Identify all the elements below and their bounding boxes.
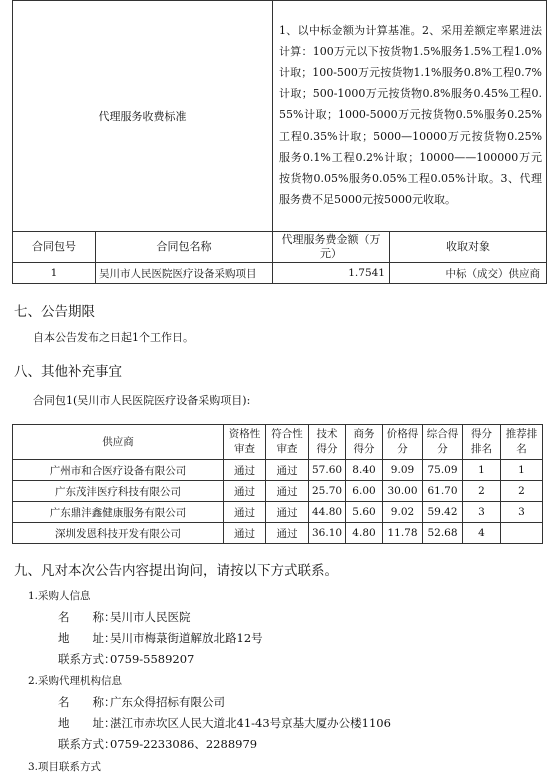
- recommend-rank: 3: [501, 502, 543, 523]
- section-9-title: 九、凡对本次公告内容提出询问，请按以下方式联系。: [14, 563, 338, 579]
- purchaser-address-line: [58, 630, 263, 646]
- header-qualification: 资格性审查: [224, 425, 266, 460]
- total-score: 75.09: [423, 460, 463, 481]
- purchaser-contact: 0759-5589207: [110, 652, 195, 666]
- total-score: 59.42: [423, 502, 463, 523]
- tech-score: 57.60: [309, 460, 346, 481]
- project-contact-heading: 3.项目联系方式: [28, 761, 102, 773]
- purchaser-address: 吴川市梅菉街道解放北路12号: [110, 631, 263, 645]
- recommend-rank: 1: [501, 460, 543, 481]
- header-tech-score: 技术得分: [309, 425, 346, 460]
- header-business-score: 商务得分: [346, 425, 383, 460]
- score-rank: 2: [463, 481, 501, 502]
- agency-name-line: [58, 694, 225, 710]
- fee-table-header: [13, 232, 547, 263]
- qualification: 通过: [224, 523, 266, 544]
- purchaser-contact-label: 联系方式：: [58, 652, 116, 666]
- table-row: [13, 460, 543, 481]
- header-package-no: 合同包号: [13, 232, 96, 263]
- recommend-rank: [501, 523, 543, 544]
- qualification: 通过: [224, 502, 266, 523]
- package-name: 吴川市人民医院医疗设备采购项目: [96, 263, 273, 284]
- score-table-header: [13, 425, 543, 460]
- business-score: 8.40: [346, 460, 383, 481]
- recommend-rank: 2: [501, 481, 543, 502]
- agency-heading: 2.采购代理机构信息: [28, 675, 123, 687]
- header-total-score: 综合得分: [423, 425, 463, 460]
- supplier-name: 广州市和合医疗设备有限公司: [13, 460, 224, 481]
- agency-address: 湛江市赤坎区人民大道北41-43号京基大厦办公楼1106: [110, 716, 391, 730]
- agency-contact: 0759-2233086、2288979: [110, 737, 258, 751]
- agency-name: 广东众得招标有限公司: [110, 695, 225, 709]
- fee-standard-text: 1、以中标金额为计算基准。2、采用差额定率累进法计算：100万元以下按货物1.5%服务1.5%工程1.0%计取；100-500万元按货物1.1%服务0.8%工程0.7%计取；500-1000万元按货物0.8%服务0.45%工程0.55%计取；1000-5000万元按货物0.5%服务0.25%工程0.35%计取；5000—10000万元按货物0.25%服务0.1%工程0.2%计取；10000——100000万元按货物0.05%服务0.05%工程0.05%计取。3、代理服务费不足5000元按5000元收取。: [273, 1, 547, 232]
- qualification: 通过: [224, 460, 266, 481]
- agency-contact-line: [58, 736, 257, 752]
- table-row: [13, 263, 547, 284]
- total-score: 61.70: [423, 481, 463, 502]
- conformity: 通过: [266, 481, 309, 502]
- header-package-name: 合同包名称: [96, 232, 273, 263]
- tech-score: 44.80: [309, 502, 346, 523]
- price-score: 30.00: [383, 481, 423, 502]
- business-score: 6.00: [346, 481, 383, 502]
- package-no: 1: [13, 263, 96, 284]
- purchaser-heading: 1.采购人信息: [28, 590, 91, 602]
- conformity: 通过: [266, 523, 309, 544]
- agency-fee-table: [12, 0, 547, 284]
- tech-score: 25.70: [309, 481, 346, 502]
- fee-amount: 1.7541: [273, 263, 390, 284]
- conformity: 通过: [266, 460, 309, 481]
- agency-contact-label: 联系方式：: [58, 737, 116, 751]
- supplier-name: 广东鼎沣鑫健康服务有限公司: [13, 502, 224, 523]
- header-payer: 收取对象: [390, 232, 547, 263]
- table-row: [13, 481, 543, 502]
- agency-address-line: [58, 715, 391, 731]
- agency-address-label: 地 址：: [58, 716, 116, 730]
- purchaser-name: 吴川市人民医院: [110, 610, 191, 624]
- fee-standard-label: 代理服务收费标准: [13, 1, 273, 232]
- header-recommend-rank: 推荐排名: [501, 425, 543, 460]
- purchaser-address-label: 地 址：: [58, 631, 116, 645]
- score-rank: 3: [463, 502, 501, 523]
- table-row: [13, 523, 543, 544]
- price-score: 11.78: [383, 523, 423, 544]
- fee-standard-row: [13, 1, 547, 232]
- header-conformity: 符合性审查: [266, 425, 309, 460]
- payer: 中标（成交）供应商: [390, 263, 547, 284]
- score-rank: 4: [463, 523, 501, 544]
- purchaser-contact-line: [58, 651, 194, 667]
- price-score: 9.09: [383, 460, 423, 481]
- purchaser-name-line: [58, 609, 191, 625]
- section-8-title: 八、其他补充事宜: [14, 364, 122, 380]
- agency-name-label: 名 称：: [58, 695, 116, 709]
- header-supplier: 供应商: [13, 425, 224, 460]
- price-score: 9.02: [383, 502, 423, 523]
- business-score: 4.80: [346, 523, 383, 544]
- total-score: 52.68: [423, 523, 463, 544]
- evaluation-score-table: [12, 424, 543, 544]
- header-price-score: 价格得分: [383, 425, 423, 460]
- header-fee-amount: 代理服务费金额（万元）: [273, 232, 390, 263]
- header-score-rank: 得分排名: [463, 425, 501, 460]
- conformity: 通过: [266, 502, 309, 523]
- score-rank: 1: [463, 460, 501, 481]
- tech-score: 36.10: [309, 523, 346, 544]
- section-8-text: 合同包1(吴川市人民医院医疗设备采购项目):: [33, 394, 251, 407]
- supplier-name: 广东茂沣医疗科技有限公司: [13, 481, 224, 502]
- table-row: [13, 502, 543, 523]
- supplier-name: 深圳发恩科技开发有限公司: [13, 523, 224, 544]
- qualification: 通过: [224, 481, 266, 502]
- business-score: 5.60: [346, 502, 383, 523]
- purchaser-name-label: 名 称：: [58, 610, 116, 624]
- section-7-text: 自本公告发布之日起1个工作日。: [33, 331, 194, 344]
- section-7-title: 七、公告期限: [14, 304, 95, 320]
